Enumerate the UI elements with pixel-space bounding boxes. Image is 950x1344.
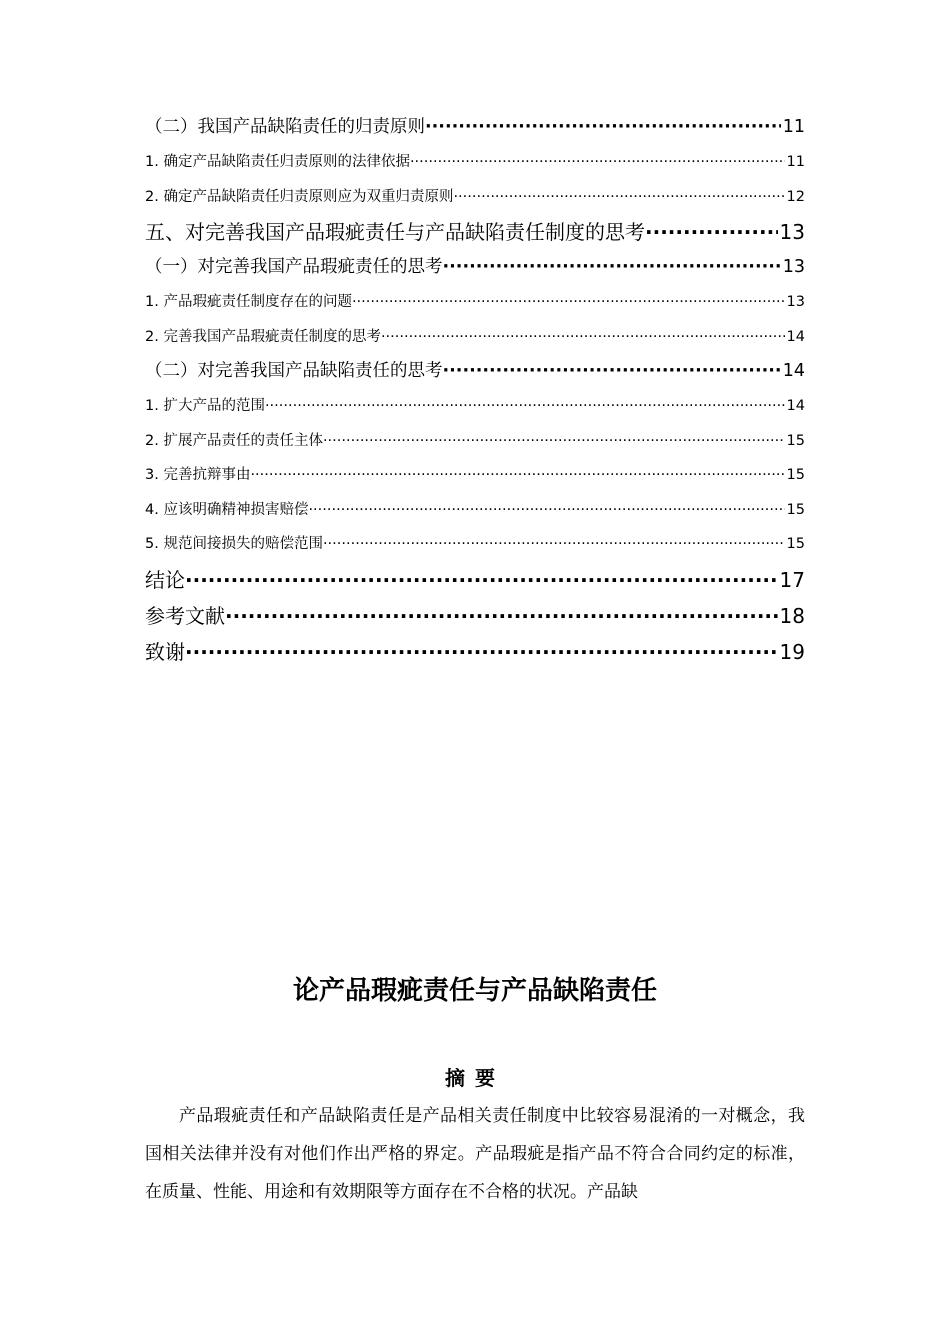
toc-leader-dots [323,424,785,459]
toc-entry[interactable] [145,424,805,459]
toc-leader-dots [225,598,778,634]
toc-entry-page: 14 [782,361,805,381]
toc-entry-page: 14 [786,328,805,345]
toc-entry-title: 五、对完善我国产品瑕疵责任与产品缺陷责任制度的思考 [145,220,645,244]
toc-entry-page: 15 [786,467,805,483]
abstract-heading: 摘要 [445,1066,505,1090]
toc-entry-title: （二）对完善我国产品缺陷责任的思考 [145,361,443,381]
toc-entry-page: 13 [786,294,805,310]
toc-entry[interactable] [145,110,805,145]
toc-entry-page: 12 [786,188,805,205]
toc-entry[interactable] [145,493,805,528]
toc-leader-dots [308,493,784,528]
toc-leader-dots [250,458,784,493]
toc-entry-page: 17 [779,567,805,592]
toc-entry-title: 1. 产品瑕疵责任制度存在的问题 [145,294,352,310]
toc-leader-dots [645,214,778,250]
toc-entry-title: 参考文献 [145,603,225,628]
toc-entry-page: 13 [782,257,805,277]
toc-leader-dots [443,354,781,389]
toc-leader-dots [265,389,785,424]
table-of-contents [145,110,805,670]
toc-entry-title: （一）对完善我国产品瑕疵责任的思考 [145,257,443,277]
toc-entry-title: 1. 扩大产品的范围 [145,398,265,414]
toc-entry-page: 19 [779,639,805,664]
toc-entry-page: 18 [779,603,805,628]
toc-leader-dots [381,320,785,355]
toc-entry-title: 5. 规范间接损失的赔偿范围 [145,536,323,552]
toc-leader-dots [425,110,781,145]
toc-entry-page: 15 [786,501,805,518]
toc-leader-dots [453,180,784,215]
document-title: 论产品瑕疵责任与产品缺陷责任 [292,976,657,1006]
toc-entry-title: 4. 应该明确精神损害赔偿 [145,501,309,518]
toc-entry-title: 致谢 [145,639,185,664]
toc-leader-dots [443,250,781,285]
toc-leader-dots [410,145,785,180]
toc-entry[interactable] [145,527,805,562]
toc-entry-title: 2. 扩展产品责任的责任主体 [145,432,323,449]
toc-entry[interactable] [145,634,805,670]
toc-entry-page: 11 [782,117,805,137]
toc-leader-dots [185,562,778,598]
toc-leader-dots [185,634,778,670]
toc-entry[interactable] [145,458,805,493]
toc-entry-title: （二）我国产品缺陷责任的归责原则 [145,117,425,137]
toc-entry-title: 1. 确定产品缺陷责任归责原则的法律依据 [145,154,410,170]
toc-leader-dots [323,527,785,562]
toc-entry[interactable] [145,562,805,598]
abstract-paragraph: 产品瑕疵责任和产品缺陷责任是产品相关责任制度中比较容易混淆的一对概念，我国相关法律并没有对他们作出严格的界定。产品瑕疵是指产品不符合合同约定的标准，在质量、性能、用途和有效期限等方面存在不合格的状况。产品缺 [145,1106,805,1202]
toc-entry[interactable] [145,285,805,320]
toc-entry[interactable] [145,145,805,180]
toc-entry[interactable] [145,598,805,634]
toc-entry-title: 2. 完善我国产品瑕疵责任制度的思考 [145,328,381,345]
toc-entry-title: 3. 完善抗辩事由 [145,467,251,483]
toc-entry[interactable] [145,180,805,215]
toc-entry-page: 13 [779,220,805,244]
toc-entry[interactable] [145,354,805,389]
toc-entry-title: 结论 [145,567,185,592]
toc-entry[interactable] [145,250,805,285]
toc-entry-page: 15 [786,432,805,449]
toc-leader-dots [352,285,785,320]
toc-entry[interactable] [145,320,805,355]
toc-entry-title: 2. 确定产品缺陷责任归责原则应为双重归责原则 [145,188,454,205]
toc-entry-page: 15 [786,536,805,552]
abstract-body [145,1097,805,1211]
toc-entry[interactable] [145,214,805,250]
toc-entry-page: 11 [786,154,805,170]
toc-entry-page: 14 [786,398,805,414]
toc-entry[interactable] [145,389,805,424]
